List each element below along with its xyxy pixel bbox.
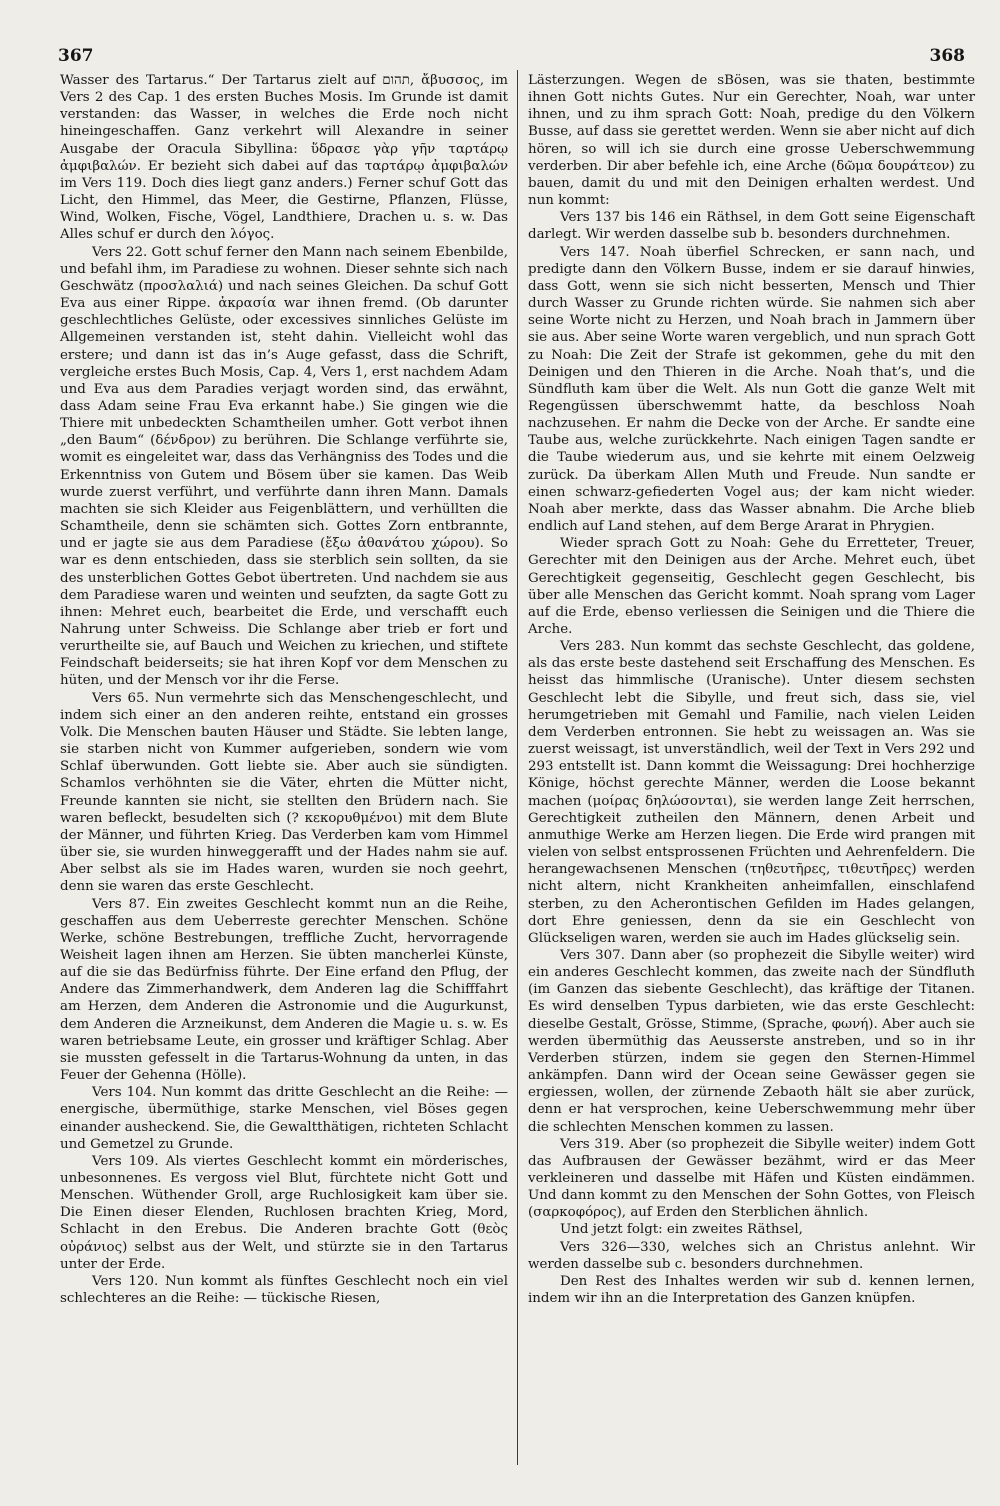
paragraph: Vers 307. Dann aber (so prophezeit die Sibylle weiter) wird ein anderes Geschlecht kommen, das zweite nach der Sündfluth (im Ganzen das siebente Geschlecht), das kräftige der Titanen. Es wird denselben Typus darbieten, wie das erste Geschlecht: dieselbe Gestalt, Grösse, Stimme, (Sprache, φωνή). Aber auch sie werden übermüthig das Aeusserste anstreben, und so in ihr Verderben stürzen, indem sie gegen den Sternen-Himmel ankämpfen. Dann wird der Ocean seine Gewässer gegen sie ergiessen, wollen, der zürnende Zebaoth hält sie aber zurück, denn er hat versprochen, keine Ueberschwemmung mehr über die schlechten Menschen kommen zu lassen. xyxy=(528,947,975,1135)
paragraph: Vers 137 bis 146 ein Räthsel, in dem Gott seine Eigenschaft darlegt. Wir werden dasselbe sub b. besonders durchnehmen. xyxy=(528,210,975,243)
paragraph: Vers 104. Nun kommt das dritte Geschlecht an die Reihe: — energische, übermüthige, starke Menschen, viel Böses gegen einander ausheckend. Sie, die Gewaltthätigen, richteten Schlacht und Gemetzel zu Grunde. xyxy=(60,1085,508,1152)
paragraph: Vers 87. Ein zweites Geschlecht kommt nun an die Reihe, geschaffen aus dem Ueberreste gerechter Menschen. Schöne Werke, schöne Bestrebungen, treffliche Zucht, hervorragende Weisheit lagen ihnen am Herzen. Sie übten mancherlei Künste, auf die sie das Bedürfniss führte. Der Eine erfand den Pflug, der Andere das Zimmerhandwerk, dem Anderen lag die Schifffahrt am Herzen, dem Anderen die Astronomie und die Augurkunst, dem Anderen die Arzneikunst, dem Anderen die Magie u. s. w. Es waren betriebsame Leute, ein grosser und kräftiger Schlag. Aber sie mussten gefesselt in die Tartarus-Wohnung da unten, in das Feuer der Gehenna (Hölle). xyxy=(60,896,508,1084)
paragraph: Vers 109. Als viertes Geschlecht kommt ein mörderisches, unbesonnenes. Es vergoss viel Blut, fürchtete nicht Gott und Menschen. Wüthender Groll, arge Ruchlosigkeit kam über sie. Die Einen dieser Elenden, Ruchlosen brachten Krieg, Mord, Schlacht in den Erebus. Die Anderen brachte Gott (θεὸς οὐράνιος) selbst aus der Welt, und stürzte sie in den Tartarus unter der Erde. xyxy=(60,1153,508,1272)
paragraph: Lästerzungen. Wegen de sBösen, was sie thaten, bestimmte ihnen Gott nichts Gutes. Nur ein Gerechter, Noah, war unter ihnen, und zu ihm sprach Gott: Noah, predige du den Völkern Busse, auf dass sie gerettet werden. Wenn sie aber nicht auf dich hören, so will ich sie durch eine grosse Ueberschwemmung verderben. Dir aber befehle ich, eine Arche (δῶμα δουράτεον) zu bauen, damit du und mit den Deinigen erhalten werdest. Und nun kommt: xyxy=(528,73,975,209)
paragraph: Vers 283. Nun kommt das sechste Geschlecht, das goldene, als das erste beste dastehend seit Erschaffung des Menschen. Es heisst das himmlische (Uranische). Unter diesem sechsten Geschlecht lebt die Sibylle, und freut sich, dass sie, viel herumgetrieben mit Gemahl und Familie, nach vielen Leiden dem Verderben entronnen. Sie hebt zu weissagen an. Was sie zuerst weissagt, ist unverständlich, weil der Text in Vers 292 und 293 entstellt ist. Dann kommt die Weissagung: Drei hochherzige Könige, höchst gerechte Männer, werden die Loose bekannt machen (μοίρας δηλώσονται), sie werden lange Zeit herrschen, Gerechtigkeit zutheilen den Männern, denen Arbeit und anmuthige Werke am Herzen liegen. Die Erde wird prangen mit vielen von selbst entsprossenen Früchten und Aehrenfeldern. Die herangewachsenen Menschen (τηθευτῆρες, τιθευτῆρες) werden nicht altern, nicht Krankheiten anheimfallen, einschlafend sterben, zu den Acherontischen Gefilden im Hades gelangen, dort Ehre geniessen, denn da sie ein Geschlecht von Glückseligen waren, werden sie auch im Hades glückselig sein. xyxy=(528,639,975,946)
paragraph: Und jetzt folgt: ein zweites Räthsel, xyxy=(560,1222,803,1238)
left-page-number: 367 xyxy=(58,46,94,66)
right-column xyxy=(528,72,975,1307)
paragraph: Wieder sprach Gott zu Noah: Gehe du Erretteter, Treuer, Gerechter mit den Deinigen aus der Arche. Mehret euch, übet Gerechtigkeit gegenseitig, Geschlecht gegen Geschlecht, bis über alle Menschen das Gericht kommt. Noah sprang vom Lager auf die Erde, ebenso verliessen die Seinigen und die Thiere die Arche. xyxy=(528,536,975,637)
paragraph: Den Rest des Inhaltes werden wir sub d. kennen lernen, indem wir ihn an die Interpretation des Ganzen knüpfen. xyxy=(528,1273,975,1307)
right-page-number: 368 xyxy=(929,46,965,66)
paragraph: Vers 22. Gott schuf ferner den Mann nach seinem Ebenbilde, und befahl ihm, im Paradiese zu wohnen. Dieser sehnte sich nach Geschwätz (προσλαλιά) und nach seines Gleichen. Da schuf Gott Eva aus einer Rippe. ἀκρασία war ihnen fremd. (Ob darunter geschlechtliches Gelüste, oder excessives sinnliches Gelüste im Allgemeinen verstanden ist, steht dahin. Vielleicht wohl das erstere; und dann ist das in’s Auge gefasst, dass die Schrift, vergleiche erstes Buch Mosis, Cap. 4, Vers 1, erst nachdem Adam und Eva aus dem Paradies verjagt worden sind, das erwähnt, dass Adam seine Frau Eva erkannt habe.) Sie gingen wie die Thiere mit unbedeckten Schamtheilen umher. Gott verbot ihnen „den Baum“ (δένδρον) zu berühren. Die Schlange verführte sie, womit es eingeleitet war, dass das Verhängniss des Todes und die Erkenntniss von Gutem und Bösem über sie kamen. Das Weib wurde zuerst verführt, und verführte dann ihren Mann. Damals machten sie sich Kleider aus Feigenblättern, und verhüllten die Schamtheile, denn sie schämten sich. Gottes Zorn entbrannte, und er jagte sie aus dem Paradiese (ἔξω ἀθανάτου χώρου). So war es denn entschieden, dass sie sterblich sein sollten, da sie des unsterblichen Gottes Gebot übertreten. Und nachdem sie aus dem Paradiese waren und weinten und seufzten, da sagte Gott zu ihnen: Mehret euch, bearbeitet die Erde, und verschafft euch Nahrung unter Schweiss. Die Schlange aber trieb er fort und verurtheilte sie, auf Bauch und Weichen zu kriechen, und stiftete Feindschaft beiderseits; sie hat ihren Kopf vor dem Menschen zu hüten, und der Mensch vor ihr die Ferse. xyxy=(60,244,508,689)
paragraph: Vers 147. Noah überfiel Schrecken, er sann nach, und predigte dann den Völkern Busse, indem er sie darauf hinwies, dass Gott, wenn sie sich nicht besserten, Mensch und Thier durch Wasser zu Grunde richten würde. Sie nahmen sich aber seine Worte nicht zu Herzen, und Noah brach in Jammern über sie aus. Aber seine Worte waren vergeblich, und nun sprach Gott zu Noah: Die Zeit der Strafe ist gekommen, gehe du mit den Deinigen und den Thieren in die Arche. Noah that’s, und die Sündfluth kam über die Welt. Als nun Gott die ganze Welt mit Regengüssen überschwemmt hatte, da beschloss Noah nachzusehen. Er nahm die Decke von der Arche. Er sandte eine Taube aus, welche zurückkehrte. Nach einigen Tagen sandte er die Taube wiederum aus, und sie kehrte mit einem Oelzweig zurück. Da überkam Allen Muth und Freude. Nun sandte er einen schwarz-gefiederten Vogel aus; der kam nicht wieder. Noah aber merkte, dass das Wasser abnahm. Die Arche blieb endlich auf Land stehen, auf dem Berge Ararat in Phrygien. xyxy=(528,244,975,535)
paragraph: Vers 120. Nun kommt als fünftes Geschlecht noch ein viel schlechteres an die Reihe: — tückische Riesen, xyxy=(60,1273,508,1307)
paragraph: Vers 319. Aber (so prophezeit die Sibylle weiter) indem Gott das Aufbrausen der Gewässer bezähmt, wird er das Meer verkleineren und dasselbe mit Häfen und Küsten eindämmen. Und dann kommt zu den Menschen der Sohn Gottes, von Fleisch (σαρκοφόρος), auf Erden den Sterblichen ähnlich. xyxy=(528,1136,975,1221)
paragraph: Vers 326—330, welches sich an Christus anlehnt. Wir werden dasselbe sub c. besonders durchnehmen. xyxy=(528,1239,975,1272)
left-column xyxy=(60,72,508,1307)
paragraph: Wasser des Tartarus.“ Der Tartarus zielt auf תהום, ἄβυσσος, im Vers 2 des Cap. 1 des ersten Buches Mosis. Im Grunde ist damit verstanden: das Wasser, in welches die Erde noch nicht hineingeschaffen. Ganz verkehrt will Alexandre in seiner Ausgabe der Oracula Sibyllina: ὕδρασε γὰρ γῆν ταρτάρῳ ἀμφιβαλών. Er bezieht sich dabei auf das ταρτάρῳ ἀμφιβαλών im Vers 119. Doch dies liegt ganz anders.) Ferner schuf Gott das Licht, den Himmel, das Meer, die Gestirne, Pflanzen, Flüsse, Wind, Wolken, Fische, Vögel, Landthiere, Drachen u. s. w. Das Alles schuf er durch den λόγος. xyxy=(60,73,509,243)
paragraph: Vers 65. Nun vermehrte sich das Menschengeschlecht, und indem sich einer an den anderen reihte, entstand ein grosses Volk. Die Menschen bauten Häuser und Städte. Sie lebten lange, sie starben nicht von Kummer aufgerieben, sondern wie vom Schlaf überwunden. Gott liebte sie. Aber auch sie sündigten. Schamlos verhöhnten sie die Väter, ehrten die Mütter nicht, Freunde kannten sie nicht, sie stellten den Brüdern nach. Sie waren befleckt, besudelten sich (? κεκορυθμένοι) mit dem Blute der Männer, und führten Krieg. Das Verderben kam vom Himmel über sie, sie wurden hinweggerafft und der Hades nahm sie auf. Aber selbst als sie im Hades waren, wurden sie noch geehrt, denn sie waren das erste Geschlecht. xyxy=(60,690,508,895)
column-divider xyxy=(517,70,518,1465)
